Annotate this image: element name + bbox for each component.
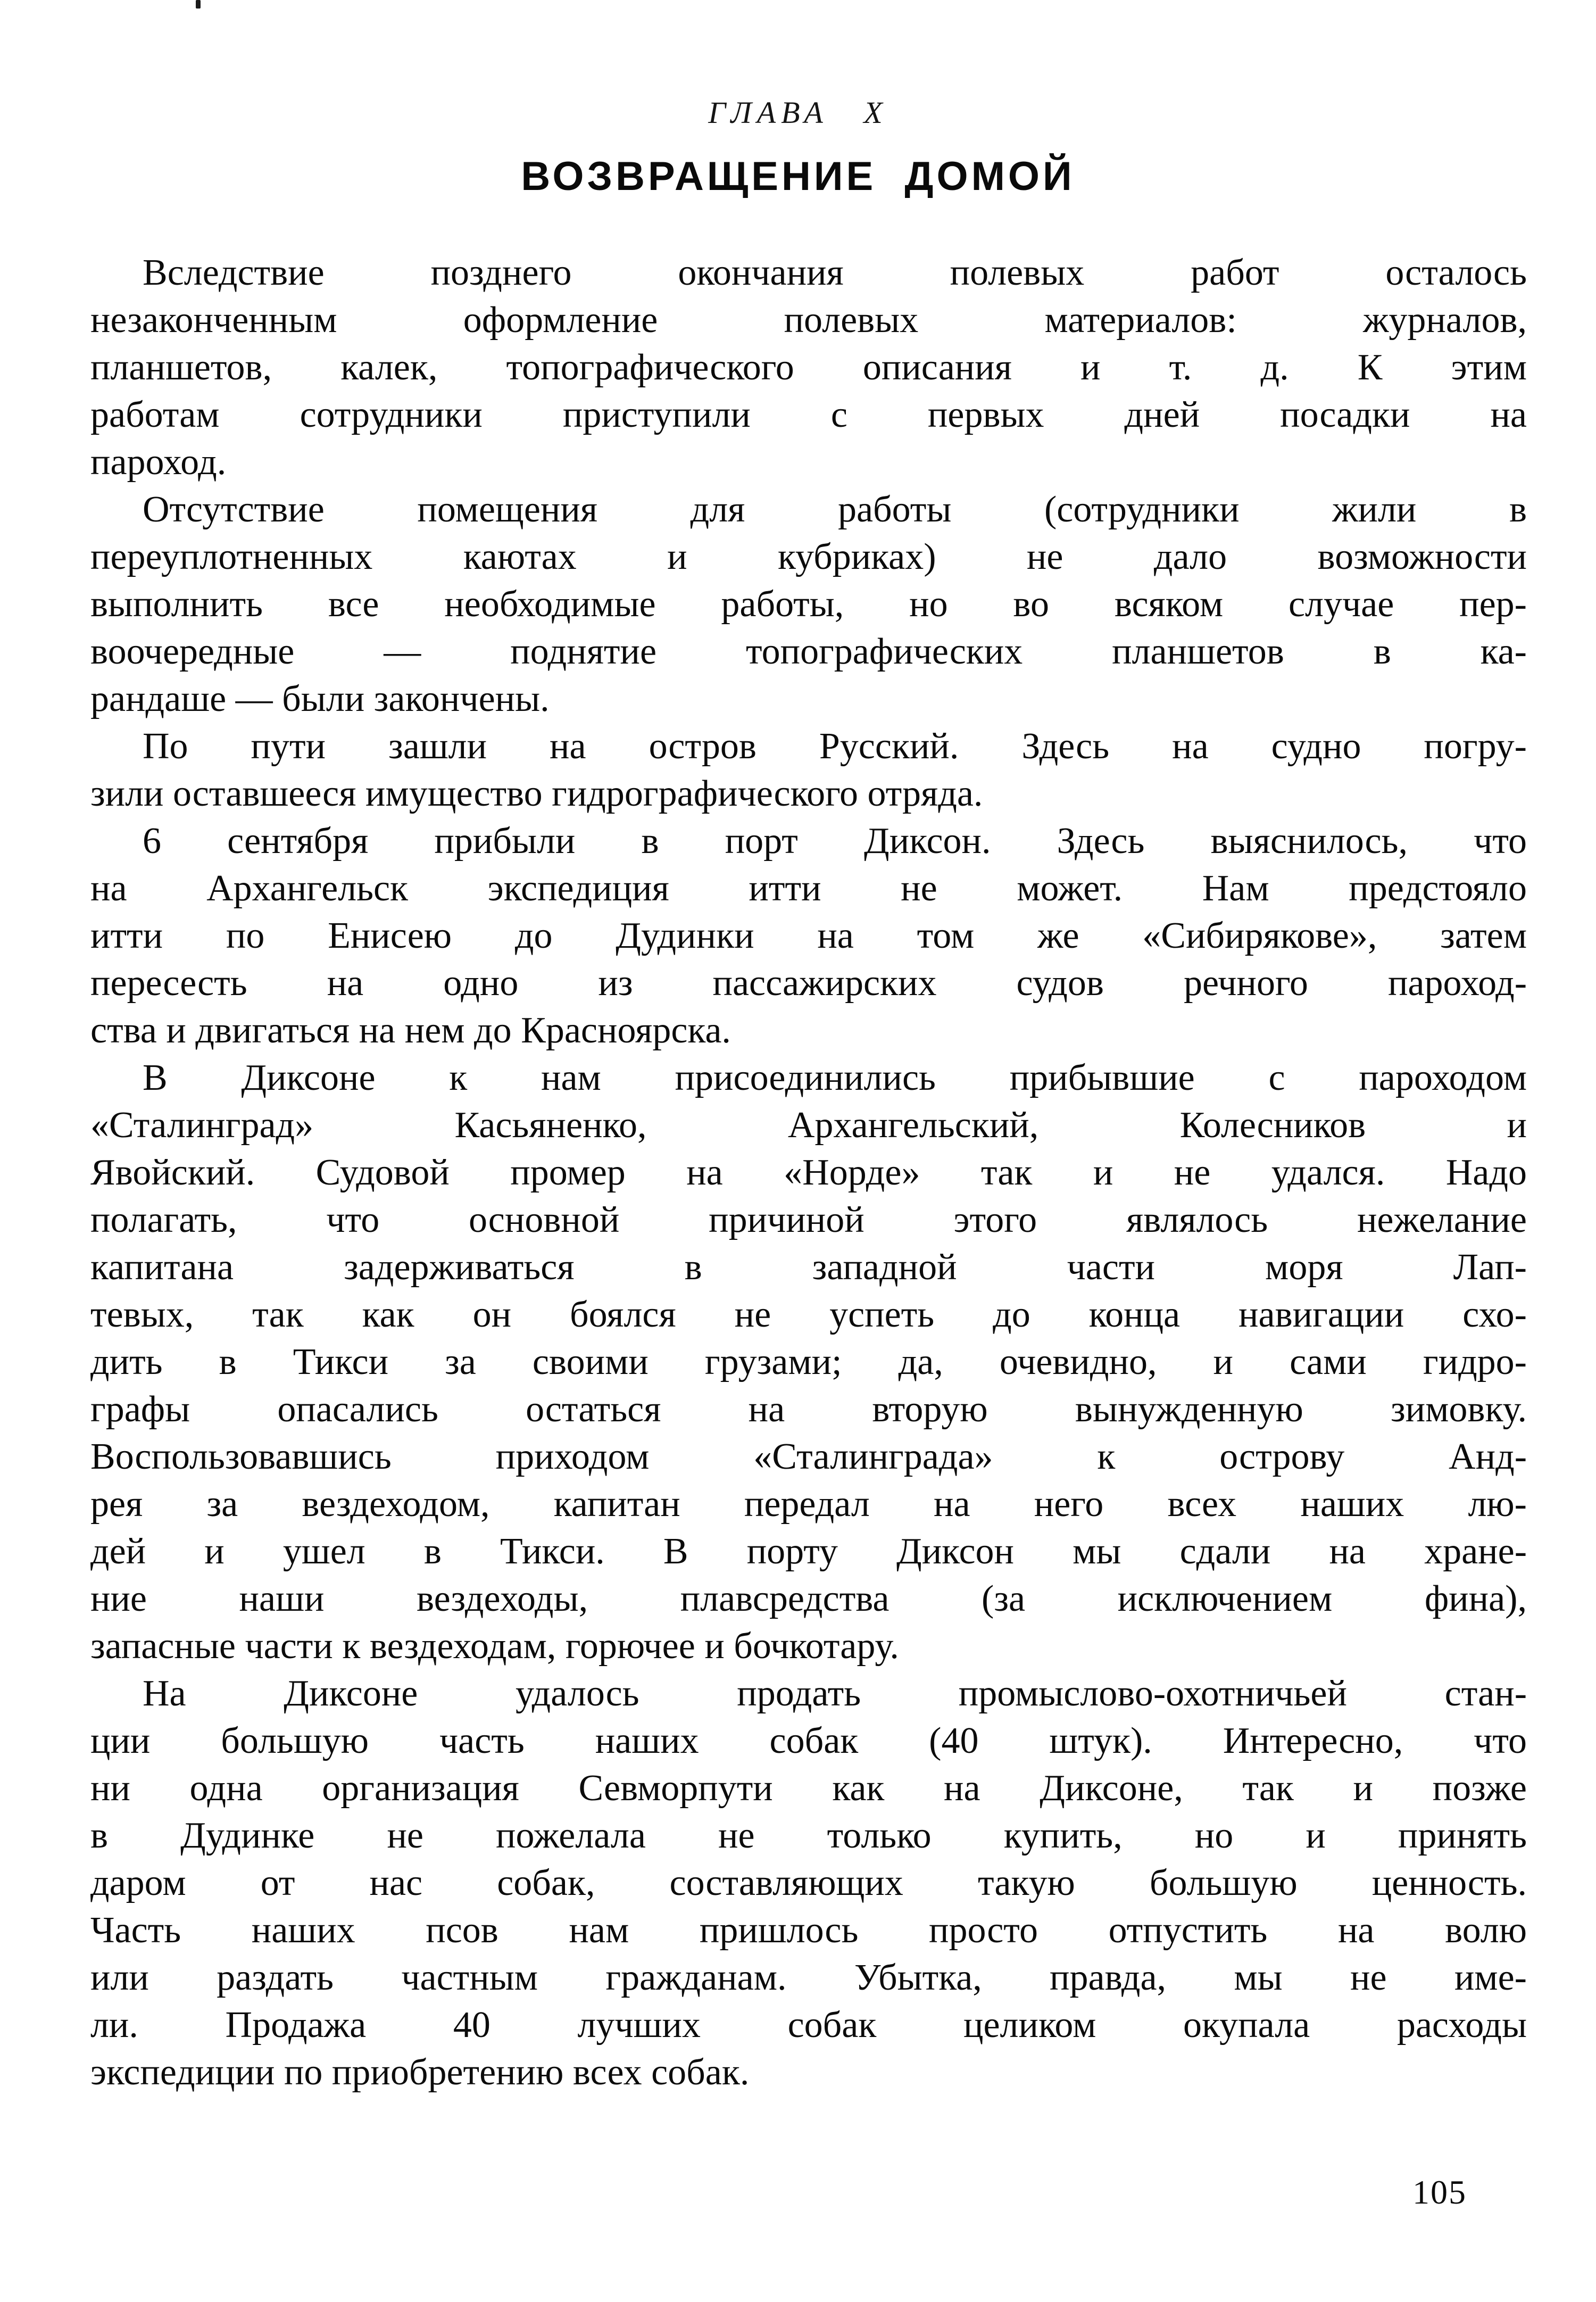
- text-line: графы опасались остаться на вторую вынужденную зимовку.: [90, 1389, 1527, 1430]
- text-line: ли. Продажа 40 лучших собак целиком окупала расходы: [90, 2005, 1527, 2046]
- text-line: на Архангельск экспедиция итти не может. Нам предстояло: [90, 868, 1527, 909]
- text-line: ние наши вездеходы, плавсредства (за исключением фина),: [90, 1578, 1527, 1619]
- paragraph: [90, 817, 1527, 1054]
- text-line: Вследствие позднего окончания полевых работ осталось: [143, 252, 1527, 293]
- text-block: [90, 249, 1527, 2096]
- text-line: полагать, что основной причиной этого являлось нежелание: [90, 1199, 1527, 1240]
- text-line: переуплотненных каютах и кубриках) не дало возможности: [90, 536, 1527, 577]
- text-line: в Дудинке не пожелала не только купить, но и принять: [90, 1815, 1527, 1856]
- text-line: «Сталинград» Касьяненко, Архангельский, Колесников и: [90, 1105, 1527, 1146]
- text-line: тевых, так как он боялся не успеть до конца навигации схо-: [90, 1294, 1527, 1335]
- paragraph: [90, 1670, 1527, 2096]
- text-line: выполнить все необходимые работы, но во всяком случае пер-: [90, 584, 1527, 625]
- text-line: Отсутствие помещения для работы (сотрудники жили в: [143, 489, 1527, 530]
- page-number: 105: [1412, 2173, 1467, 2211]
- text-line: воочередные — поднятие топографических планшетов в ка-: [90, 631, 1527, 672]
- text-line: Часть наших псов нам пришлось просто отпустить на волю: [90, 1910, 1527, 1951]
- text-line: Воспользовавшись приходом «Сталинграда» к острову Анд-: [90, 1436, 1527, 1477]
- text-line: планшетов, калек, топографического описания и т. д. К этим: [90, 347, 1527, 388]
- text-line: рандаше — были закончены.: [90, 678, 550, 719]
- chapter-heading: ГЛАВА X: [708, 95, 888, 130]
- text-line: 6 сентября прибыли в порт Диксон. Здесь выяснилось, что: [143, 821, 1527, 862]
- text-line: итти по Енисею до Дудинки на том же «Сибирякове», затем: [90, 915, 1527, 956]
- text-line: запасные части к вездеходам, горючее и бочкотару.: [90, 1626, 899, 1667]
- text-line: пароход.: [90, 442, 227, 483]
- page-title: ВОЗВРАЩЕНИЕ ДОМОЙ: [521, 154, 1075, 199]
- text-line: незаконченным оформление полевых материалов: журналов,: [90, 300, 1527, 341]
- text-line: ции большую часть наших собак (40 штук). Интересно, что: [90, 1720, 1527, 1761]
- text-line: капитана задерживаться в западной части моря Лап-: [90, 1247, 1527, 1288]
- paragraph: [90, 486, 1527, 723]
- text-line: работам сотрудники приступили с первых дней посадки на: [90, 394, 1527, 435]
- ink-speck: [196, 0, 201, 9]
- paragraph: [90, 249, 1527, 486]
- text-line: В Диксоне к нам присоединились прибывшие с пароходом: [143, 1057, 1527, 1098]
- text-line: экспедиции по приобретению всех собак.: [90, 2052, 750, 2093]
- paragraph: [90, 723, 1527, 817]
- text-line: рея за вездеходом, капитан передал на него всех наших лю-: [90, 1484, 1527, 1525]
- paragraph: [90, 1054, 1527, 1670]
- text-line: Явойский. Судовой промер на «Норде» так и не удался. Надо: [90, 1152, 1527, 1193]
- text-line: ства и двигаться на нем до Красноярска.: [90, 1010, 731, 1051]
- text-line: или раздать частным гражданам. Убытка, правда, мы не име-: [90, 1957, 1527, 1998]
- text-line: зили оставшееся имущество гидрографического отряда.: [90, 773, 983, 814]
- text-line: дить в Тикси за своими грузами; да, очевидно, и сами гидро-: [90, 1342, 1527, 1382]
- text-line: ни одна организация Севморпути как на Диксоне, так и позже: [90, 1768, 1527, 1809]
- text-line: дей и ушел в Тикси. В порту Диксон мы сдали на хране-: [90, 1531, 1527, 1572]
- text-line: пересесть на одно из пассажирских судов речного пароход-: [90, 963, 1527, 1004]
- text-line: даром от нас собак, составляющих такую большую ценность.: [90, 1862, 1527, 1903]
- text-line: По пути зашли на остров Русский. Здесь на судно погру-: [143, 726, 1527, 767]
- text-line: На Диксоне удалось продать промыслово-охотничьей стан-: [143, 1673, 1527, 1714]
